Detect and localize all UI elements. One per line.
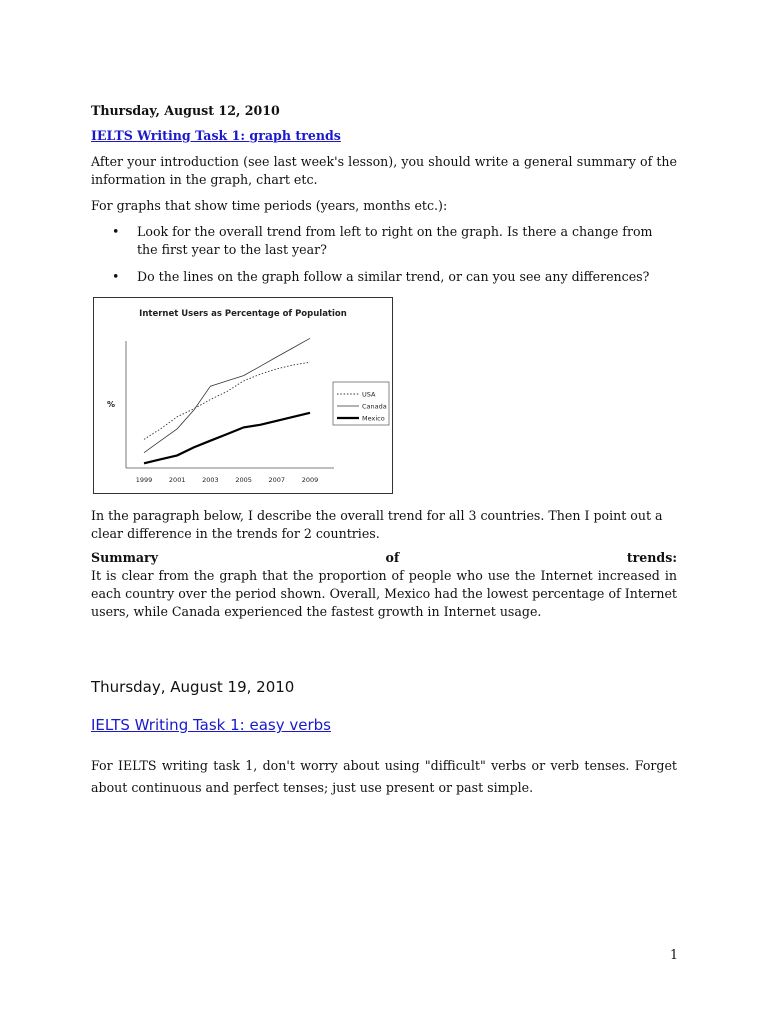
series-line-mexico [144, 413, 310, 464]
summary-heading-word: trends: [626, 550, 677, 565]
time-periods-paragraph: For graphs that show time periods (years, months etc.): [91, 198, 448, 213]
x-tick-label: 2001 [168, 476, 186, 484]
x-tick-label: 2005 [235, 476, 252, 484]
summary-heading [91, 549, 677, 567]
after-chart-paragraph: In the paragraph below, I describe the overall trend for all 3 countries. Then I point out a clear difference in the trends for 2 countries. [91, 508, 663, 541]
x-tick-label: 1999 [135, 476, 153, 484]
legend-label-canada: Canada [362, 402, 387, 411]
post-date: Thursday, August 19, 2010 [91, 678, 295, 696]
easy-verbs-paragraph: For IELTS writing task 1, don't worry about using "difficult" verbs or verb tenses. Forget about continuous and perfect tenses; just use present or past simple. [91, 758, 677, 795]
chart-title: Internet Users as Percentage of Population [139, 309, 347, 319]
series-group [144, 338, 310, 463]
summary-paragraph: It is clear from the graph that the proportion of people who use the Internet increased in each country over the period shown. Overall, Mexico had the lowest percentage of Internet users, while Canada experienced the fastest growth in Internet usage. [91, 568, 677, 619]
y-axis-label: % [107, 400, 116, 409]
summary-heading-word: Summary [91, 550, 159, 565]
post-title-text[interactable]: IELTS Writing Task 1: graph trends [91, 128, 341, 143]
trend-bullet-list [91, 223, 677, 295]
bullet-item [91, 268, 677, 286]
post-date: Thursday, August 12, 2010 [91, 103, 280, 118]
x-tick-label: 2007 [268, 476, 286, 484]
post-title-link[interactable] [91, 715, 677, 735]
series-line-usa [144, 362, 310, 439]
legend-label-usa: USA [362, 390, 376, 399]
intro-paragraph: After your introduction (see last week's lesson), you should write a general summary of the information in the graph, chart etc. [91, 154, 677, 187]
x-tick-label: 2009 [301, 476, 319, 484]
summary-heading-word: of [385, 550, 400, 565]
x-tick-group [136, 476, 319, 484]
chart-svg [94, 298, 392, 493]
series-line-canada [144, 338, 310, 452]
x-tick-label: 2003 [202, 476, 219, 484]
post-title-text[interactable]: IELTS Writing Task 1: easy verbs [91, 716, 331, 734]
bullet-item [91, 223, 677, 259]
bullet-dot-icon: • [112, 224, 120, 239]
page-number: 1 [669, 947, 678, 962]
post-title-link[interactable] [91, 127, 677, 145]
internet-users-chart [93, 297, 393, 494]
bullet-text: Look for the overall trend from left to right on the graph. Is there a change from the first year to the last year? [137, 224, 653, 257]
legend-label-mexico: Mexico [362, 414, 385, 423]
chart-legend [333, 382, 389, 425]
bullet-dot-icon: • [112, 269, 120, 284]
bullet-text: Do the lines on the graph follow a similar trend, or can you see any differences? [137, 269, 650, 284]
